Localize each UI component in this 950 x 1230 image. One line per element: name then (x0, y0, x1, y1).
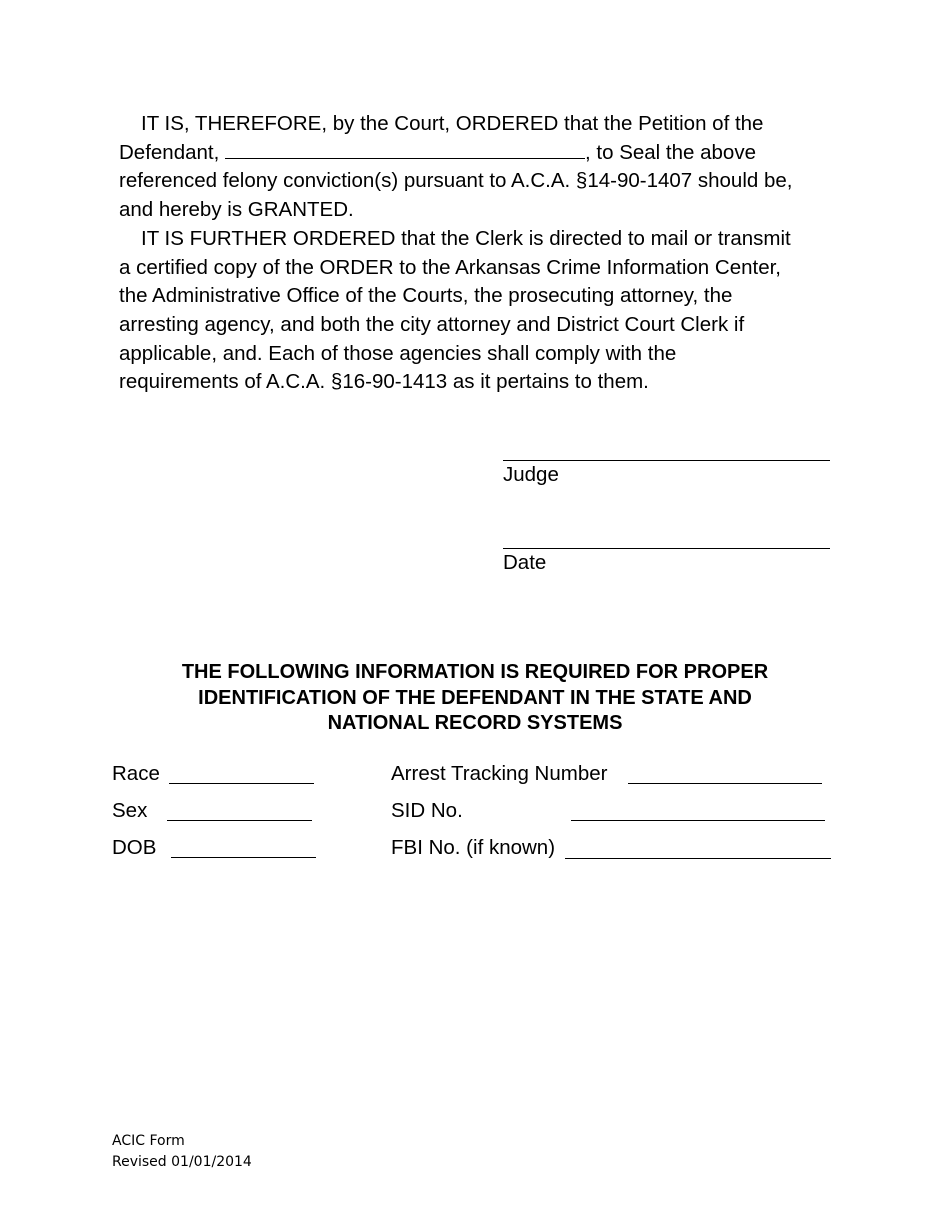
identification-heading (100, 660, 850, 737)
order-text (119, 110, 849, 397)
judge-signature-line[interactable] (503, 460, 830, 461)
sex-field (112, 799, 322, 825)
text-line-defendant (119, 139, 849, 168)
sex-label: Sex (112, 799, 148, 822)
text-line: IT IS, THEREFORE, by the Court, ORDERED that the Petition of the (141, 112, 764, 135)
form-name: ACIC Form (112, 1133, 185, 1149)
fbi-label: FBI No. (if known) (391, 836, 556, 859)
text-line: requirements of A.C.A. §16-90-1413 as it pertains to them. (119, 370, 649, 394)
text-line: arresting agency, and both the city attorney and District Court Clerk if (119, 312, 745, 336)
defendant-suffix: , to Seal the above (585, 140, 756, 164)
sid-field (391, 799, 831, 825)
revision-date: Revised 01/01/2014 (112, 1154, 252, 1170)
text-line: and hereby is GRANTED. (119, 198, 354, 222)
text-line: a certified copy of the ORDER to the Arkansas Crime Information Center, (119, 255, 781, 279)
heading-line: NATIONAL RECORD SYSTEMS (327, 712, 623, 734)
sid-blank[interactable] (571, 820, 825, 821)
fbi-field (391, 836, 833, 862)
arrest-tracking-label: Arrest Tracking Number (391, 762, 608, 785)
sid-label: SID No. (391, 799, 463, 822)
order-paragraph-further (119, 225, 849, 397)
dob-field (112, 836, 322, 862)
race-label: Race (112, 762, 160, 785)
defendant-name-blank[interactable] (225, 140, 585, 159)
text-line: applicable, and. Each of those agencies shall comply with the (119, 341, 677, 365)
text-line: the Administrative Office of the Courts, the prosecuting attorney, the (119, 284, 733, 308)
sex-blank[interactable] (167, 820, 312, 821)
judge-label: Judge (503, 463, 559, 486)
dob-label: DOB (112, 836, 157, 859)
dob-blank[interactable] (171, 857, 316, 858)
heading-line: THE FOLLOWING INFORMATION IS REQUIRED FOR PROPER (181, 661, 769, 683)
text-line: referenced felony conviction(s) pursuant to A.C.A. §14-90-1407 should be, (119, 169, 793, 193)
judge-signature-block (503, 460, 831, 487)
form-footer (112, 1131, 252, 1173)
fbi-blank[interactable] (565, 858, 831, 859)
order-paragraph-granted (119, 110, 849, 225)
race-field (112, 762, 322, 788)
date-signature-block (503, 548, 831, 575)
date-signature-line[interactable] (503, 548, 830, 549)
defendant-prefix: Defendant, (119, 140, 220, 164)
race-blank[interactable] (169, 783, 314, 784)
arrest-tracking-blank[interactable] (628, 783, 822, 784)
heading-line: IDENTIFICATION OF THE DEFENDANT IN THE STATE AND (198, 686, 752, 709)
date-label: Date (503, 551, 547, 574)
text-line: IT IS FURTHER ORDERED that the Clerk is directed to mail or transmit (141, 226, 791, 250)
arrest-tracking-field (391, 762, 831, 788)
